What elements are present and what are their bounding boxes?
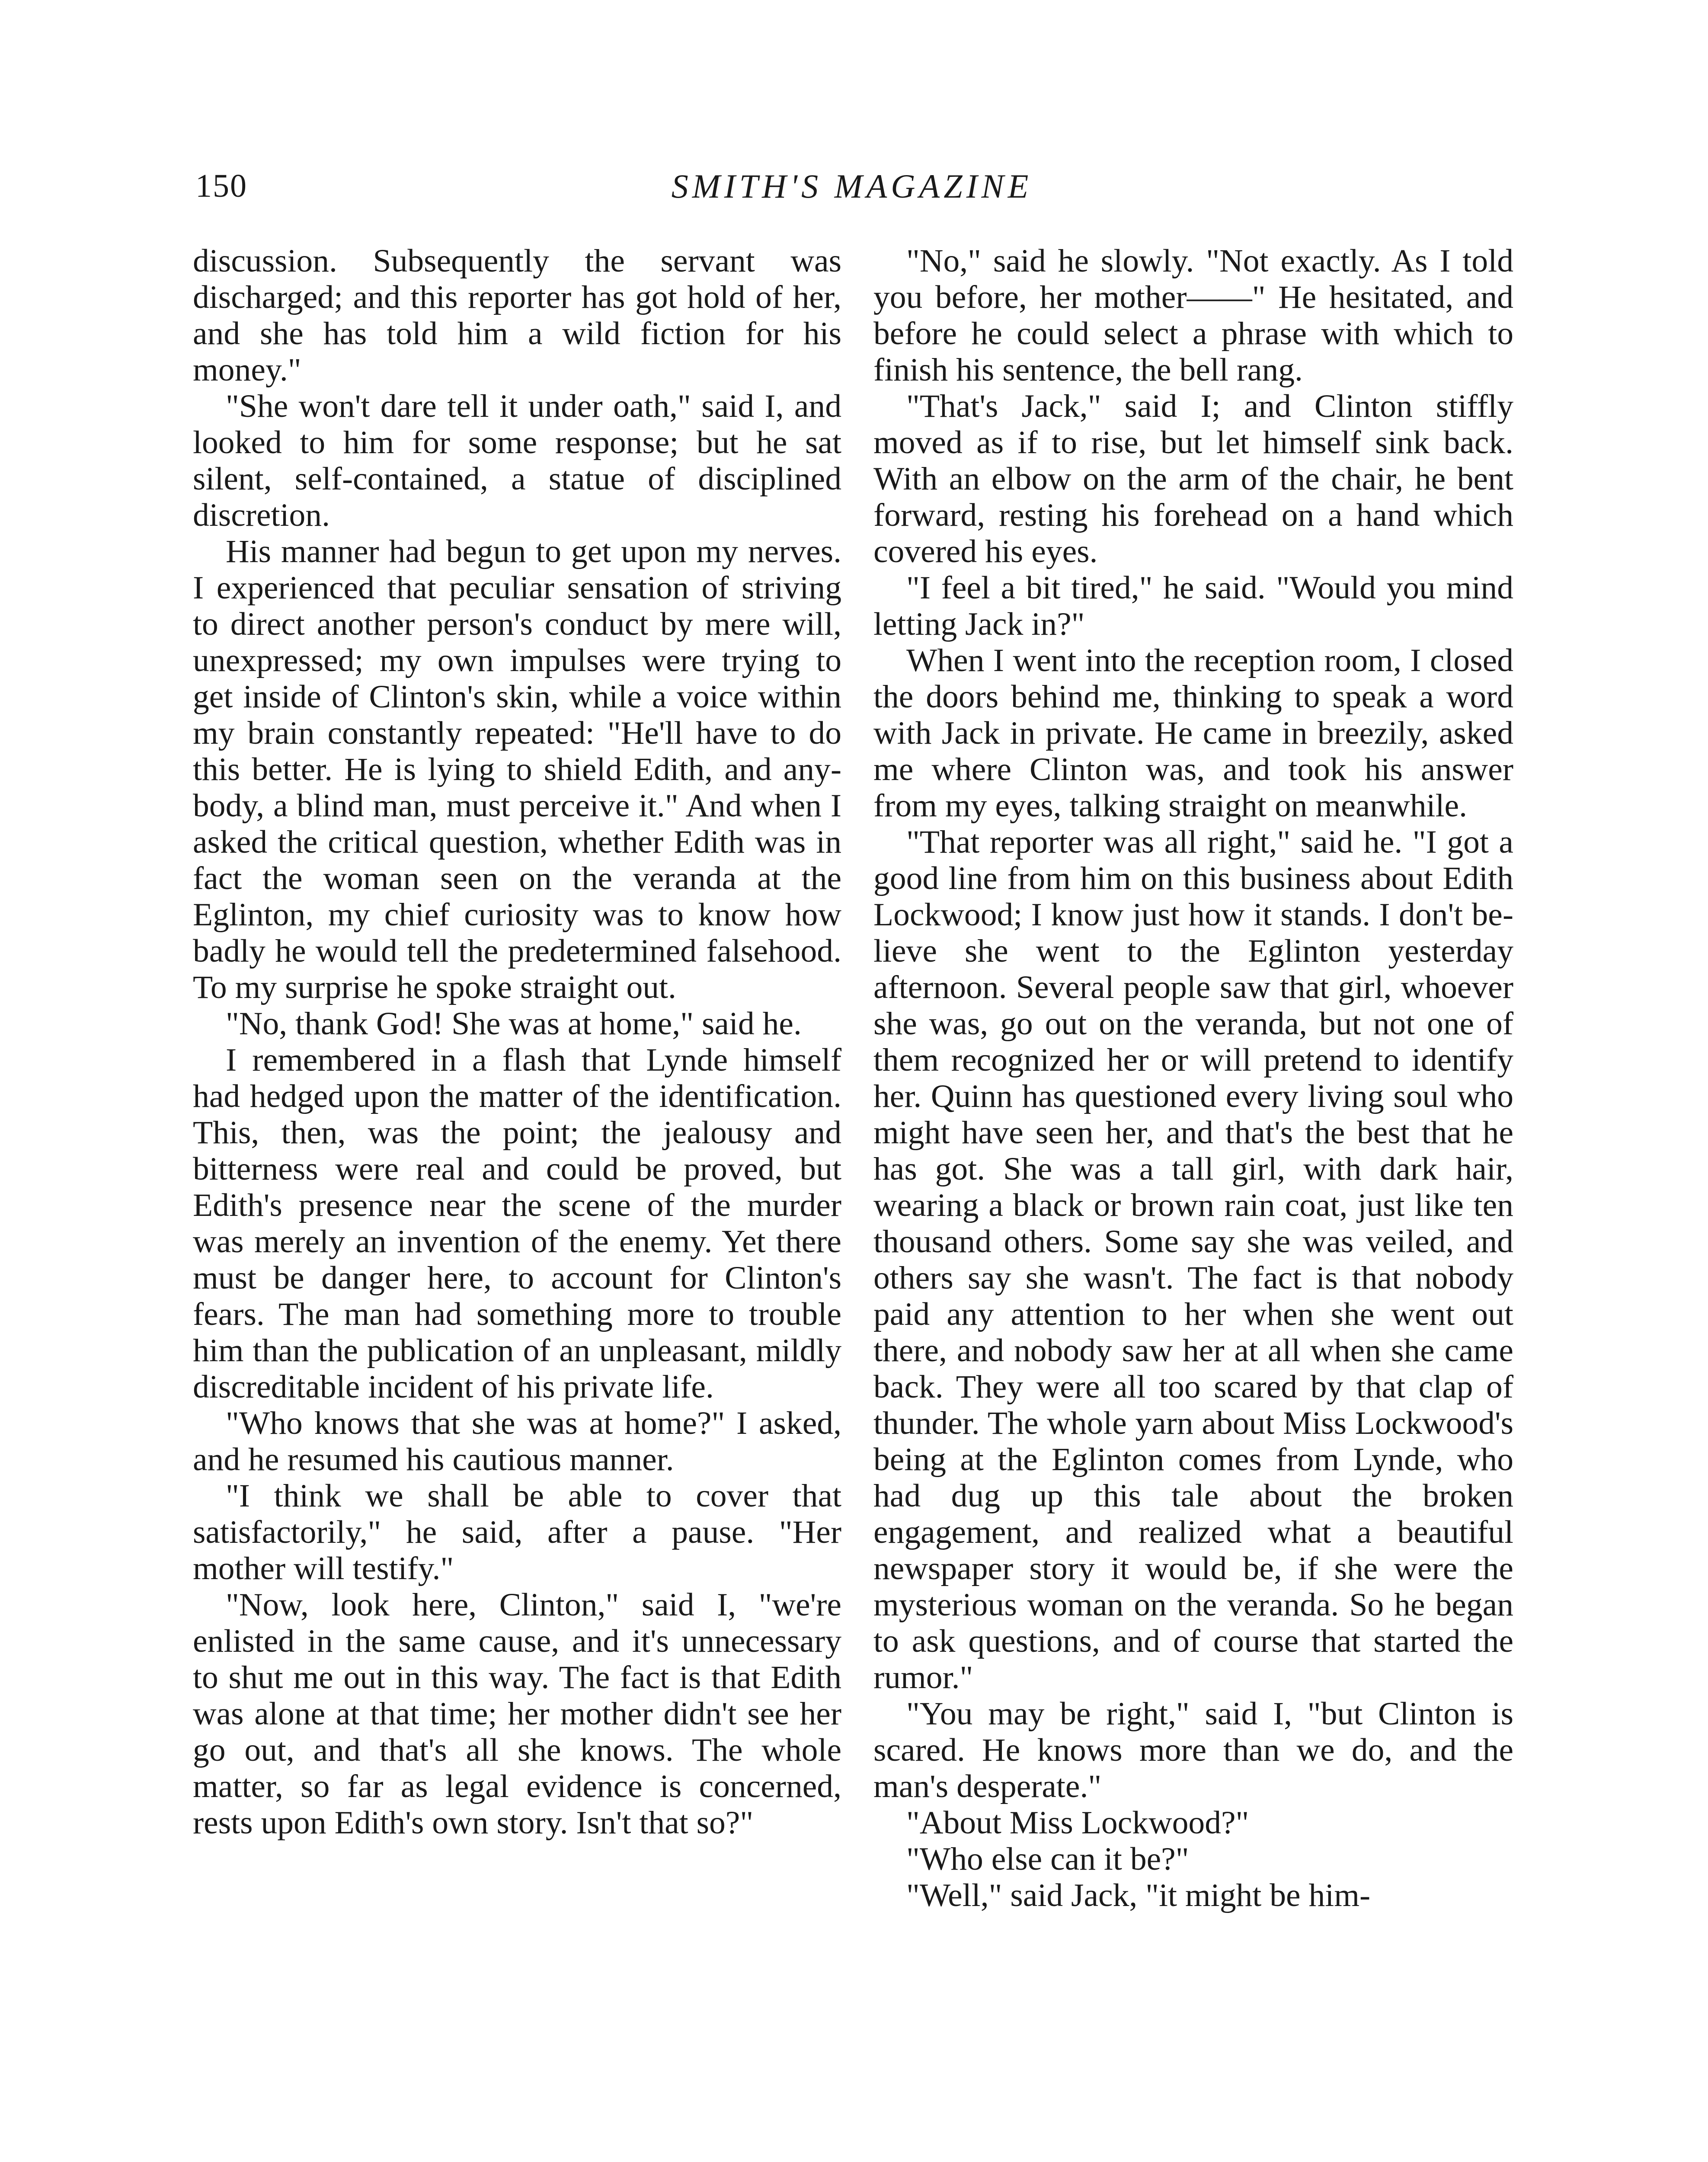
paragraph: I remembered in a flash that Lynde himself had hedged upon the matter of the identification. This, then, was the point; the jealousy and bitterness were real and could be proved, but Edith's presence near the scene of the murder was merely an invention of the enemy. Yet there must be danger here, to account for Clinton's fears. The man had something more to trouble him than the publication of an unpleasant, mildly discreditable incident of his private life. (193, 1042, 841, 1405)
paragraph: "No," said he slowly. "Not exactly. As I told you before, her mother——" He hesitated, and before he could select a phrase with which to finish his sentence, the bell rang. (873, 243, 1513, 388)
left-column (193, 243, 841, 1841)
paragraph: "I think we shall be able to cover that satisfactorily," he said, after a pause. "Her mother will testify." (193, 1478, 841, 1586)
running-title: SMITH'S MAGAZINE (671, 167, 1033, 205)
paragraph: "Now, look here, Clinton," said I, "we're enlisted in the same cause, and it's unnecessary to shut me out in this way. The fact is that Edith was alone at that time; her mother didn't see her go out, and that's all she knows. The whole matter, so far as legal evidence is concerned, rests upon Edith's own story. Isn't that so?" (193, 1587, 841, 1841)
paragraph: When I went into the reception room, I closed the doors behind me, thinking to speak a word with Jack in private. He came in breezily, asked me where Clinton was, and took his answer from my eyes, talking straight on meanwhile. (873, 643, 1513, 824)
paragraph: "You may be right," said I, "but Clinton is scared. He knows more than we do, and the man's desperate." (873, 1696, 1513, 1804)
paragraph: "No, thank God! She was at home," said he. (226, 1006, 802, 1042)
paragraph: "I feel a bit tired," he said. "Would you mind letting Jack in?" (873, 570, 1513, 642)
paragraph: "Who else can it be?" (906, 1841, 1189, 1877)
page-number: 150 (195, 168, 247, 204)
paragraph: discussion. Subsequently the servant was discharged; and this reporter has got hold of her, and she has told him a wild fiction for his money." (193, 243, 841, 388)
right-column (873, 243, 1513, 1914)
paragraph: "Well," said Jack, "it might be him- (906, 1877, 1371, 1913)
paragraph: His manner had begun to get upon my nerves. I experienced that peculiar sensation of striving to direct another person's conduct by mere will, unexpressed; my own impulses were trying to get inside of Clinton's skin, while a voice within my brain constantly repeated: "He'll have to do this better. He is lying to shield Edith, and anybody, a blind man, must perceive it." And when I asked the critical question, whether Edith was in fact the woman seen on the veranda at the Eglinton, my chief curiosity was to know how badly he would tell the predetermined falsehood. To my surprise he spoke straight out. (193, 534, 841, 1005)
paragraph: "That's Jack," said I; and Clinton stiffly moved as if to rise, but let himself sink back. With an elbow on the arm of the chair, he bent forward, resting his forehead on a hand which covered his eyes. (873, 388, 1513, 569)
paragraph: "That reporter was all right," said he. "I got a good line from him on this business about Edith Lockwood; I know just how it stands. I don't believe she went to the Eglinton yesterday afternoon. Several people saw that girl, whoever she was, go out on the veranda, but not one of them recognized her or will pretend to identify her. Quinn has questioned every living soul who might have seen her, and that's the best that he has got. She was a tall girl, with dark hair, wearing a black or brown rain coat, just like ten thousand others. Some say she was veiled, and others say she wasn't. The fact is that nobody paid any attention to her when she went out there, and nobody saw her at all when she came back. They were all too scared by that clap of thunder. The whole yarn about Miss Lockwood's being at the Eglinton comes from Lynde, who had dug up this tale about the broken engagement, and realized what a beautiful newspaper story it would be, if she were the mysterious woman on the veranda. So he began to ask questions, and of course that started the rumor." (873, 824, 1513, 1695)
paragraph: "She won't dare tell it under oath," said I, and looked to him for some response; but he sat silent, self-contained, a statue of disciplined discretion. (193, 388, 841, 533)
paragraph: "Who knows that she was at home?" I asked, and he resumed his cautious manner. (193, 1405, 841, 1478)
paragraph: "About Miss Lockwood?" (906, 1805, 1249, 1841)
